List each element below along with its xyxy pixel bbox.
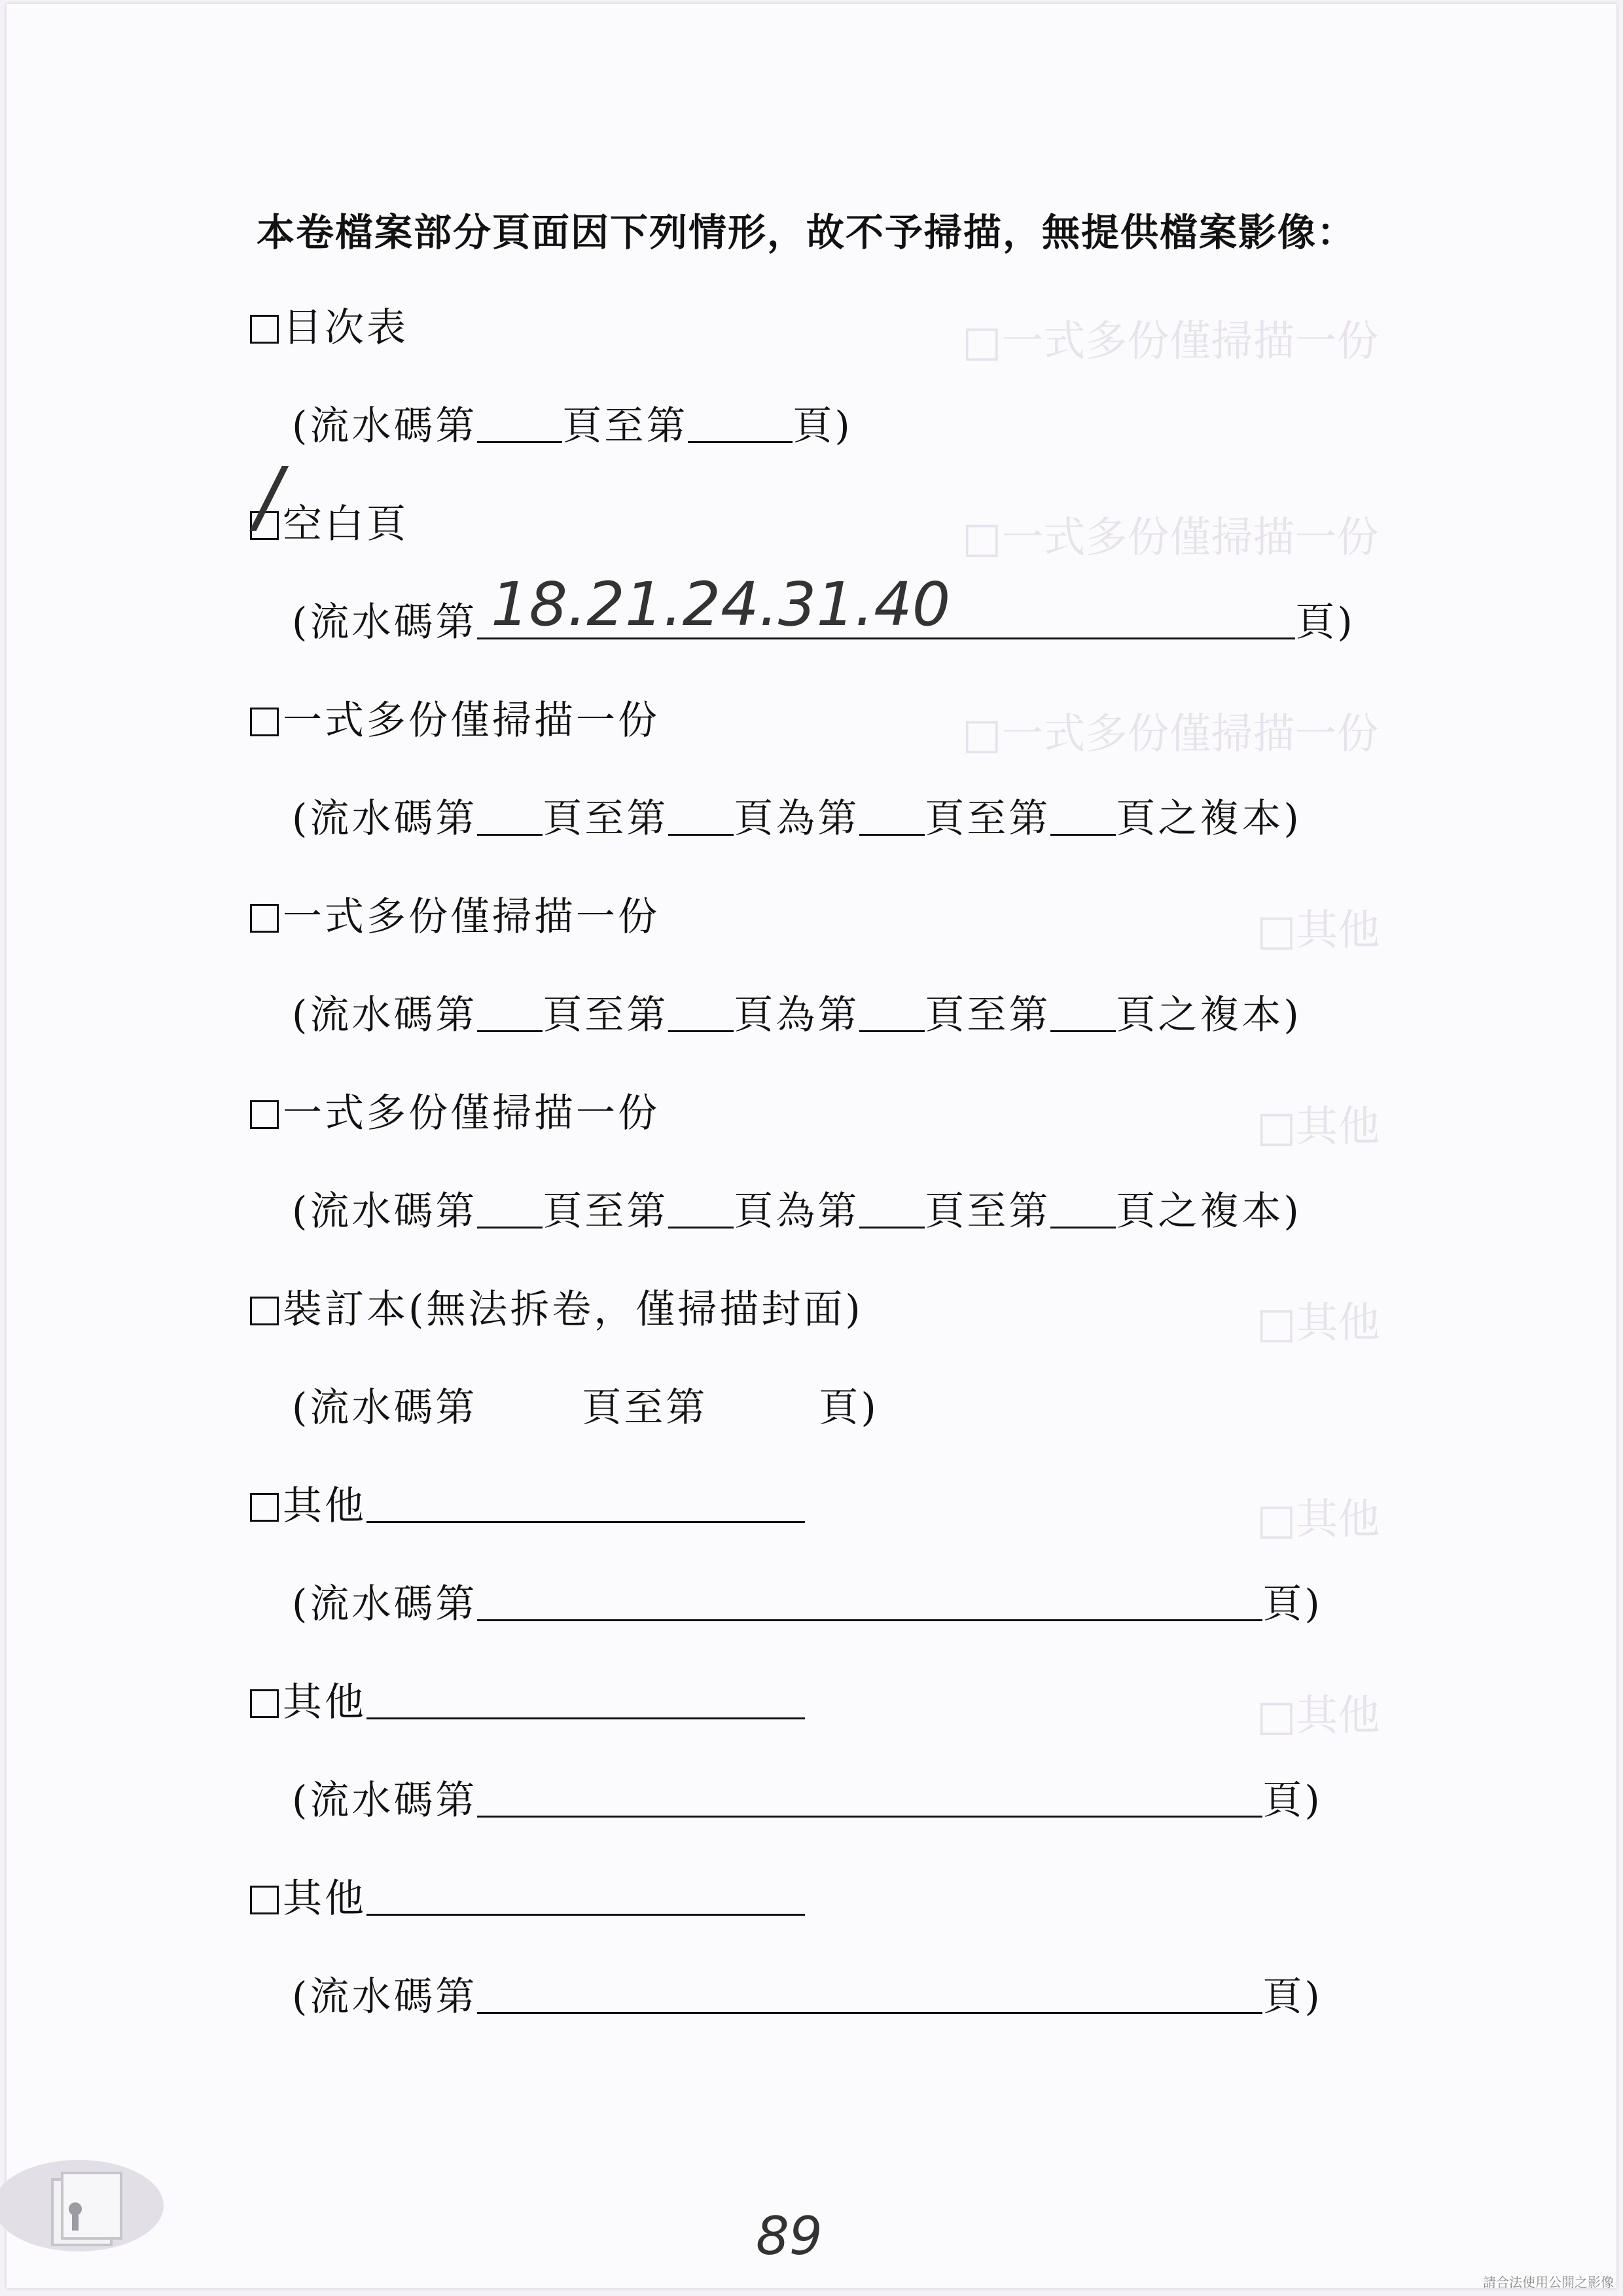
blank-field[interactable] <box>477 1974 1262 2014</box>
checkmark: / <box>255 452 282 543</box>
page-number: 89 <box>756 2206 823 2267</box>
checkbox[interactable] <box>250 315 279 344</box>
blank-field[interactable] <box>859 1189 925 1229</box>
blank-field[interactable] <box>366 1679 805 1719</box>
serial-range-line: (流水碼第 頁) <box>292 1974 1323 2020</box>
item-multiple-copies: 一式多份僅掃描一份 <box>250 1084 660 1143</box>
show-through-text: □一式多份僅掃描一份 <box>962 514 1379 562</box>
show-through-text: □其他 <box>1257 1103 1380 1151</box>
blank-field[interactable] <box>668 992 734 1032</box>
copy-range-line: (流水碼第 頁至第 頁為第 頁至第 頁之複本) <box>292 1189 1302 1234</box>
item-blank-page: 空白頁 <box>250 495 408 554</box>
checkbox[interactable] <box>250 1689 279 1718</box>
blank-field[interactable] <box>668 1189 734 1229</box>
serial-range-line: (流水碼第 頁) <box>292 1581 1323 1627</box>
copy-range-line: (流水碼第 頁至第 頁為第 頁至第 頁之複本) <box>292 992 1302 1038</box>
checkbox[interactable] <box>250 1100 279 1129</box>
archive-logo-watermark <box>0 2153 170 2258</box>
footer-notice: 請合法使用公開之影像 <box>1483 2274 1614 2290</box>
blank-field[interactable] <box>1050 796 1116 836</box>
blank-field[interactable] <box>477 403 562 443</box>
blank-field[interactable] <box>1050 1189 1116 1229</box>
copy-range-line: (流水碼第 頁至第 頁為第 頁至第 頁之複本) <box>292 796 1302 842</box>
show-through-text: □其他 <box>1257 1692 1380 1740</box>
blank-field[interactable] <box>477 796 543 836</box>
show-through-text: □一式多份僅掃描一份 <box>962 317 1379 366</box>
serial-range-line: (流水碼第 頁) <box>292 600 1355 645</box>
show-through-text: □其他 <box>1257 1496 1380 1544</box>
blank-field[interactable] <box>366 1876 805 1916</box>
checkbox[interactable] <box>250 1886 279 1914</box>
blank-field[interactable] <box>668 796 734 836</box>
serial-range-line: (流水碼第 頁至第 頁) <box>292 403 853 449</box>
blank-field[interactable] <box>366 1483 805 1523</box>
blank-field[interactable] <box>477 1581 1262 1621</box>
item-other: 其他 <box>250 1477 805 1535</box>
item-bound-volume: 裝訂本(無法拆卷，僅掃描封面) <box>250 1280 863 1339</box>
checkbox[interactable] <box>250 1493 279 1522</box>
serial-range-line: (流水碼第 頁) <box>292 1778 1323 1823</box>
handwritten-page-numbers: 18.21.24.31.40 <box>491 569 951 639</box>
show-through-text: □其他 <box>1257 1299 1380 1348</box>
item-table-of-contents: 目次表 <box>250 298 408 357</box>
form-heading: 本卷檔案部分頁面因下列情形，故不予掃描，無提供檔案影像： <box>257 210 1357 255</box>
blank-field[interactable] <box>477 992 543 1032</box>
checkbox[interactable] <box>250 708 279 736</box>
serial-range-line: (流水碼第 頁至第 頁) <box>292 1385 879 1431</box>
checkbox[interactable] <box>250 1297 279 1325</box>
item-other: 其他 <box>250 1869 805 1928</box>
show-through-text: □一式多份僅掃描一份 <box>962 710 1379 759</box>
item-multiple-copies: 一式多份僅掃描一份 <box>250 888 660 946</box>
blank-field[interactable] <box>859 992 925 1032</box>
blank-field[interactable] <box>1050 992 1116 1032</box>
blank-field[interactable] <box>859 796 925 836</box>
blank-field[interactable] <box>477 1778 1262 1818</box>
blank-field[interactable] <box>477 1189 543 1229</box>
blank-field[interactable] <box>688 403 793 443</box>
show-through-text: □其他 <box>1257 906 1380 955</box>
item-other: 其他 <box>250 1673 805 1732</box>
item-multiple-copies: 一式多份僅掃描一份 <box>250 691 660 750</box>
checkbox[interactable] <box>250 904 279 933</box>
